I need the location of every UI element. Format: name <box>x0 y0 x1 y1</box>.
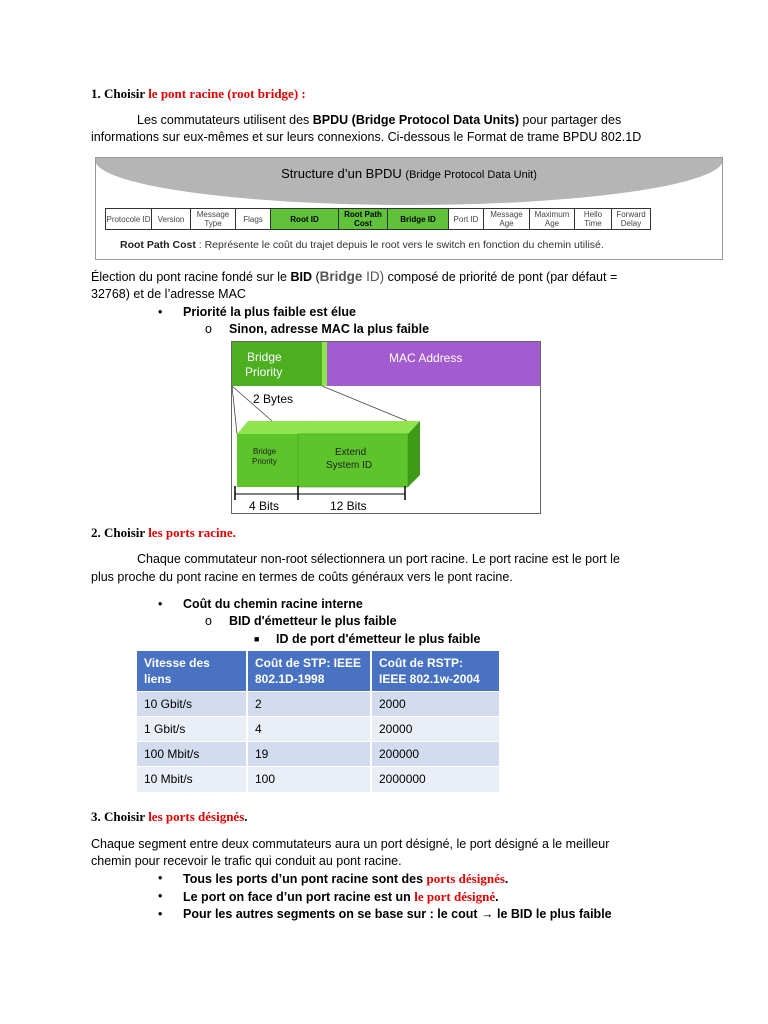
stp-cost-table <box>137 651 501 792</box>
table-body <box>137 692 500 792</box>
bullet-lowest-sender-bid <box>205 614 397 628</box>
table-cell: 10 Mbit/s <box>137 767 247 792</box>
table-cell: 2 <box>247 692 371 717</box>
bpdu-field: Port ID <box>448 208 484 230</box>
bpdu-title <box>96 166 722 181</box>
bpdu-field: Bridge ID <box>387 208 449 230</box>
table-cell: 100 <box>247 767 371 792</box>
bpdu-field: Version <box>151 208 191 230</box>
rpc-text: : Représente le coût du trajet depuis le root vers le switch en fonction du chemin utilisé. <box>198 239 604 251</box>
bullet-circle: o <box>205 322 212 336</box>
section1-heading <box>91 86 306 102</box>
inner-priority-word2: Priority <box>252 457 277 466</box>
bpdu-term: BPDU (Bridge Protocol Data Units) <box>312 113 520 127</box>
election-pre: Élection du pont racine fondé sur le <box>91 270 291 284</box>
paren-open: ( <box>311 270 320 284</box>
bullet-dot: • <box>158 907 163 921</box>
section1-para-line1 <box>137 112 621 128</box>
section3-heading <box>91 809 248 825</box>
section3-heading-number: 3. Choisir <box>91 809 149 824</box>
header-link-speed: Vitesse des liens <box>137 651 247 692</box>
section2-para-line2: plus proche du pont racine en termes de coûts généraux vers le pont racine. <box>91 570 513 584</box>
extend-word: Extend <box>335 447 367 458</box>
expand-line-right <box>322 386 407 421</box>
header-stp-cost: Coût de STP: IEEE 802.1D-1998 <box>247 651 371 692</box>
system-id-word: System ID <box>326 460 373 471</box>
bpdu-title-main: Structure d’un BPDU <box>281 166 402 181</box>
bullet-root-bridge-ports <box>158 871 509 887</box>
header-rstp-cost: Coût de RSTP: IEEE 802.1w-2004 <box>371 651 500 692</box>
bullet-lowest-priority-text: Priorité la plus faible est élue <box>183 305 356 319</box>
bullet-lowest-priority <box>158 305 356 319</box>
section2-heading-red: les ports racine. <box>148 525 236 540</box>
block-extend-top <box>298 421 420 434</box>
bullet1-pre: Tous les ports d’un pont racine sont des <box>183 872 427 886</box>
table-row <box>137 742 500 767</box>
table-row <box>137 767 500 792</box>
election-post: composé de priorité de pont (par défaut = <box>384 270 618 284</box>
bullet-dot: • <box>158 597 163 611</box>
section3-heading-dot: . <box>244 809 248 824</box>
bullet-other-segments <box>158 907 612 921</box>
bpdu-field: Message Age <box>483 208 530 230</box>
bpdu-field: Maximum Age <box>529 208 575 230</box>
bid-diagram-svg <box>232 342 540 513</box>
bullet-lowest-mac <box>205 322 430 336</box>
table-row <box>137 717 500 742</box>
bridge-priority-block <box>232 342 322 386</box>
section1-para-post: pour partager des <box>519 113 622 127</box>
bullet1-post: . <box>504 872 509 886</box>
bullet3-post: le BID le plus faible <box>493 907 612 921</box>
bullet-lowest-mac-text: Sinon, adresse MAC la plus faible <box>229 322 430 336</box>
table-cell: 200000 <box>371 742 500 767</box>
election-line2: 32768) et de l’adresse MAC <box>91 287 246 301</box>
table-cell: 2000 <box>371 692 500 717</box>
four-bits-label: 4 Bits <box>249 499 280 513</box>
table-cell: 100 Mbit/s <box>137 742 247 767</box>
section1-para-pre: Les commutateurs utilisent des <box>137 113 313 127</box>
bpdu-field: Root ID <box>270 208 339 230</box>
expand-line-left <box>232 386 237 434</box>
bullet-lowest-sender-port-text: ID de port d'émetteur le plus faible <box>276 632 481 646</box>
bullet-internal-path-cost <box>158 597 363 611</box>
inner-bridge-word1: Bridge <box>253 447 277 456</box>
bpdu-field: Hello Time <box>574 208 612 230</box>
section2-para-line1: Chaque commutateur non-root sélectionnera un port racine. Le port racine est le port le <box>137 552 620 566</box>
twelve-bits-label: 12 Bits <box>330 499 367 513</box>
rpc-label: Root Path Cost <box>120 239 196 251</box>
bpdu-field: Message Type <box>190 208 236 230</box>
bullet1-red: ports désignés <box>426 871 505 886</box>
arrow-right-icon: → <box>481 907 494 921</box>
section1-para-line2: informations sur eux-mêmes et sur leurs connexions. Ci-dessous le Format de trame BPDU 802.1D <box>91 130 642 144</box>
mac-address-label: MAC Address <box>389 351 463 365</box>
table-cell: 2000000 <box>371 767 500 792</box>
bullet-port-facing-root <box>158 889 499 905</box>
bullet-dot: • <box>158 305 163 319</box>
block-separator <box>322 342 327 386</box>
section1-heading-red: le pont racine (root bridge) : <box>148 86 306 101</box>
section3-para-line2: chemin pour recevoir le trafic qui conduit au pont racine. <box>91 854 402 868</box>
bullet2-red: le port désigné <box>414 889 496 904</box>
section3-heading-red: les ports désignés <box>148 809 245 824</box>
table-cell: 1 Gbit/s <box>137 717 247 742</box>
bpdu-title-sub: (Bridge Protocol Data Unit) <box>405 169 537 181</box>
bullet-lowest-sender-bid-text: BID d'émetteur le plus faible <box>229 614 397 628</box>
two-bytes-label: 2 Bytes <box>253 392 294 406</box>
bullet-dot: • <box>158 889 163 903</box>
bridge-priority-word2: Priority <box>245 365 283 379</box>
bullet-lowest-sender-port <box>254 632 481 646</box>
bullet-circle: o <box>205 614 212 628</box>
bpdu-field: Protocole ID <box>105 208 152 230</box>
bpdu-structure-figure <box>95 157 723 260</box>
table-cell: 10 Gbit/s <box>137 692 247 717</box>
bid-term: BID <box>290 270 312 284</box>
block-bridge-priority-top <box>237 421 309 434</box>
election-line1 <box>91 269 617 285</box>
bpdu-field: Flags <box>235 208 271 230</box>
table-cell: 4 <box>247 717 371 742</box>
section2-heading <box>91 525 236 541</box>
bullet-square: ■ <box>254 634 260 644</box>
bullet-dot: • <box>158 871 163 885</box>
bpdu-fields-row <box>106 208 651 230</box>
bpdu-field: Root Path Cost <box>338 208 388 230</box>
table-row <box>137 692 500 717</box>
bullet2-post: . <box>495 890 499 904</box>
bullet-internal-path-cost-text: Coût du chemin racine interne <box>183 597 363 611</box>
bpdu-field: Forward Delay <box>611 208 651 230</box>
bullet3-pre: Pour les autres segments on se base sur : le cout <box>183 907 482 921</box>
section1-heading-number: 1. Choisir <box>91 86 149 101</box>
table-cell: 19 <box>247 742 371 767</box>
section2-heading-number: 2. Choisir <box>91 525 149 540</box>
bridge-word: Bridge <box>319 269 363 284</box>
bullet2-pre: Le port on face d’un port racine est un <box>183 890 415 904</box>
table-header-row <box>137 651 500 692</box>
id-word: ID) <box>362 269 385 284</box>
root-path-cost-note <box>120 239 604 251</box>
section3-para-line1: Chaque segment entre deux commutateurs aura un port désigné, le port désigné a le meilleur <box>91 837 610 851</box>
bridge-priority-word1: Bridge <box>247 350 282 364</box>
table-cell: 20000 <box>371 717 500 742</box>
bpdu-header-arch <box>95 157 723 205</box>
bid-diagram <box>231 341 541 514</box>
